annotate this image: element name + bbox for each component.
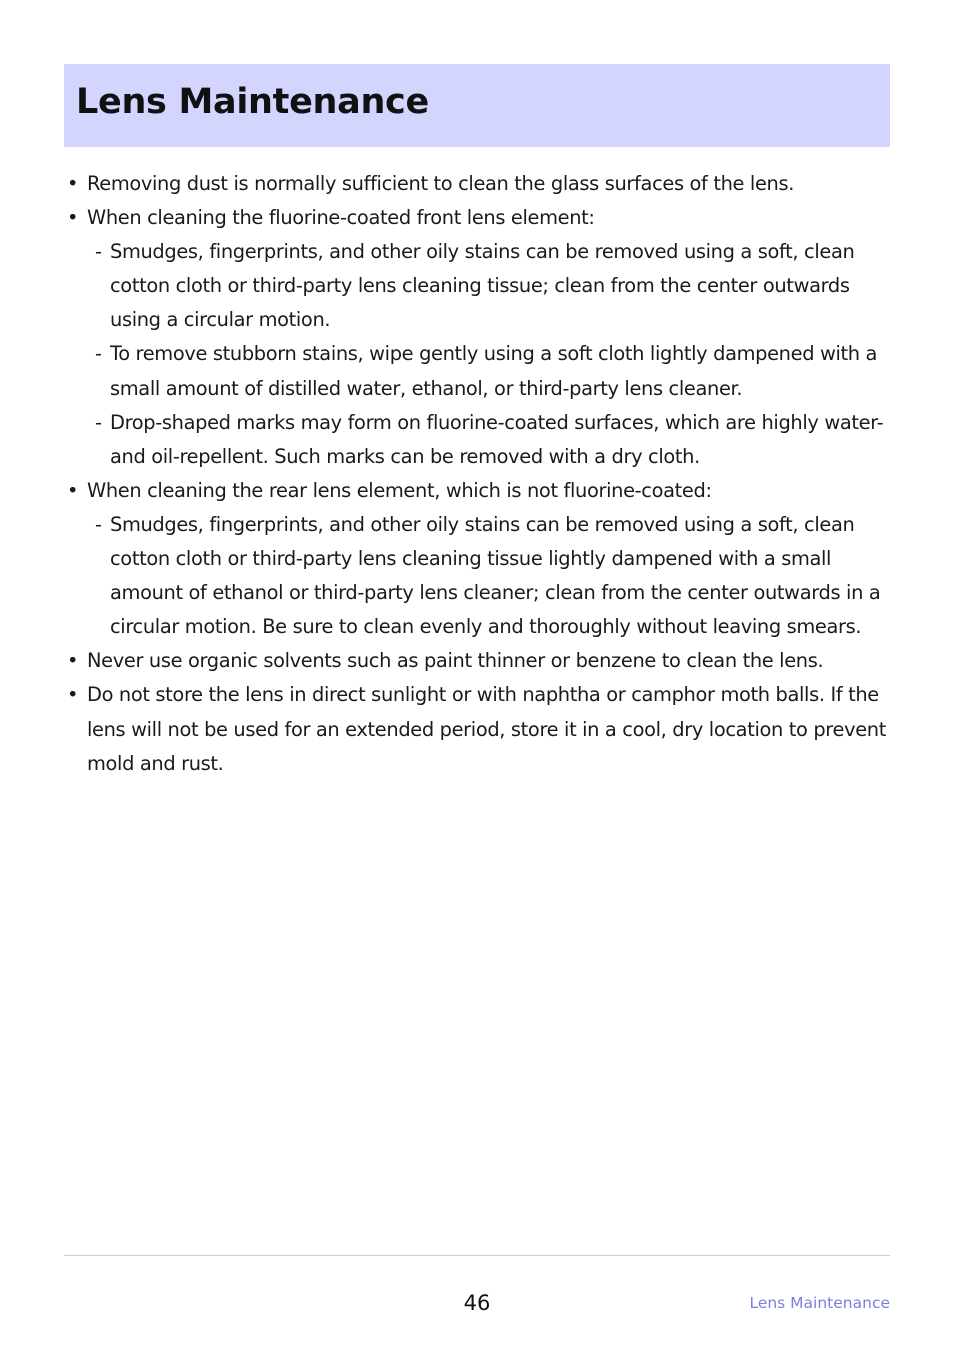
bullet-list [64, 167, 894, 781]
sub-list-item [87, 508, 894, 644]
list-item-text: Do not store the lens in direct sunlight or with naphtha or camphor moth balls. If the lens will not be used for an extended period, store it in a cool, dry location to prevent mold and rust. [87, 683, 886, 775]
list-item-text: Removing dust is normally sufficient to clean the glass surfaces of the lens. [87, 172, 795, 195]
page-number: 46 [463, 1291, 491, 1315]
list-item-text: Never use organic solvents such as paint thinner or benzene to clean the lens. [87, 649, 824, 673]
bullet-marker: • [67, 683, 79, 707]
list-item [64, 167, 894, 201]
dash-marker: - [95, 240, 102, 264]
sub-list-item [87, 235, 894, 337]
footer-divider [64, 1255, 890, 1256]
list-item-text: When cleaning the rear lens element, which is not fluorine-coated: [87, 478, 712, 502]
page-title: Lens Maintenance [76, 82, 429, 122]
bullet-marker: • [67, 478, 79, 502]
sub-list-item-text: Smudges, fingerprints, and other oily stains can be removed using a soft, clean cotton cloth or third-party lens cleaning tissue; clean from the center outwards using a circular motion. [110, 240, 855, 332]
dash-marker: - [95, 410, 102, 434]
list-item-text: When cleaning the fluorine-coated front lens element: [87, 206, 595, 230]
list-item [64, 201, 894, 474]
bullet-marker: • [67, 172, 79, 195]
sub-list-item-text: Smudges, fingerprints, and other oily stains can be removed using a soft, clean cotton cloth or third-party lens cleaning tissue lightly dampened with a small amount of ethanol or third-party lens cleaner; clean from the center outwards in a circular motion. Be sure to clean evenly and thoroughly without leaving smears. [110, 512, 881, 639]
maintenance-list [64, 167, 894, 781]
sub-list [87, 508, 894, 644]
dash-marker: - [95, 342, 102, 366]
sub-list-item [87, 406, 894, 474]
list-item [64, 474, 894, 644]
sub-list [87, 235, 894, 474]
bullet-marker: • [67, 649, 79, 673]
list-item [64, 678, 894, 780]
list-item [64, 644, 894, 678]
sub-list-item-text: To remove stubborn stains, wipe gently using a soft cloth lightly dampened with a small amount of distilled water, ethanol, or third-party lens cleaner. [110, 342, 878, 400]
sub-list-item [87, 337, 894, 405]
bullet-marker: • [67, 206, 79, 230]
title-banner [64, 64, 890, 147]
dash-marker: - [95, 512, 102, 536]
section-link[interactable]: Lens Maintenance [749, 1294, 890, 1312]
sub-list-item-text: Drop-shaped marks may form on fluorine-coated surfaces, which are highly water- and oil-repellent. Such marks can be removed with a dry cloth. [110, 410, 884, 468]
